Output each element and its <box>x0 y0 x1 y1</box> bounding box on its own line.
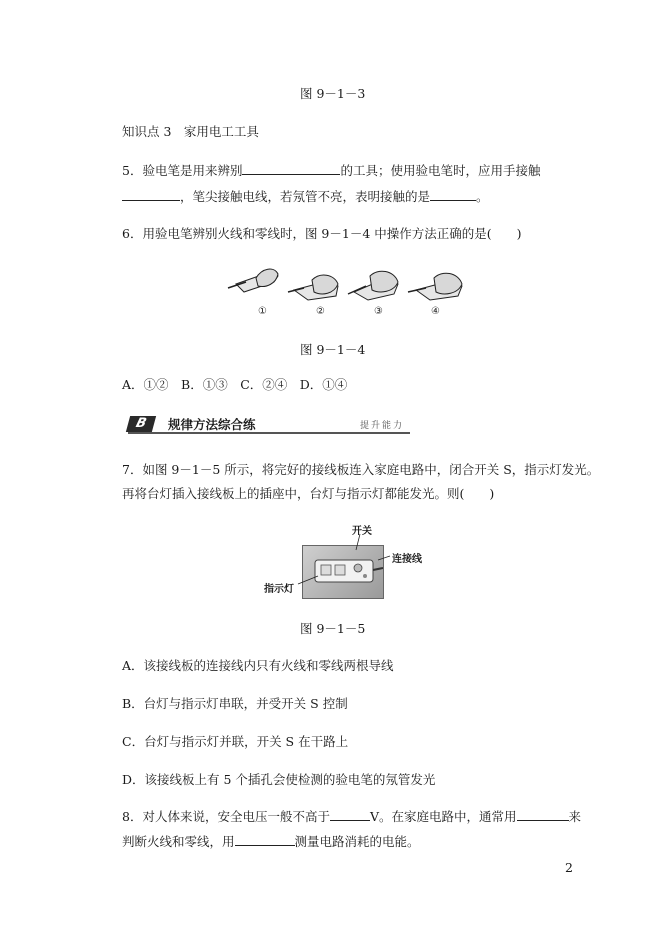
fig4-label-4: ④ <box>431 306 440 317</box>
question-7-line-1: 7．如图 9－1－5 所示，将完好的接线板连入家庭电路中，闭合开关 S，指示灯发光。 <box>122 462 600 477</box>
q8-blank-2 <box>517 808 569 821</box>
fig5-label-switch: 开关 <box>352 526 372 537</box>
fig4-label-1: ① <box>258 306 267 317</box>
q7-option-a: A．该接线板的连接线内只有火线和零线两根导线 <box>122 658 394 673</box>
section-tag: B <box>126 416 156 432</box>
fig5-label-indicator: 指示灯 <box>264 584 294 595</box>
hand-sketch-2 <box>288 275 338 300</box>
q5-text-d: 。 <box>476 189 489 204</box>
figure-caption-9-1-5: 图 9－1－5 <box>300 621 366 636</box>
q8-text-d: 判断火线和零线，用 <box>122 834 235 849</box>
q7-option-b: B．台灯与指示灯串联，并受开关 S 控制 <box>122 696 348 711</box>
hand-sketch-1 <box>228 269 278 292</box>
q5-blank-2 <box>122 188 180 201</box>
q7-option-c: C．台灯与指示灯并联，开关 S 在干路上 <box>122 734 349 749</box>
q5-text-b: 的工具；使用验电笔时，应用手接触 <box>340 163 541 178</box>
question-6-options: A．①② B．①③ C．②④ D．①④ <box>122 377 348 392</box>
question-7-line-2: 再将台灯插入接线板上的插座中，台灯与指示灯都能发光。则( ) <box>122 486 495 501</box>
q8-text-e: 测量电路消耗的电能。 <box>294 834 420 849</box>
q8-text-c: 来 <box>568 809 582 824</box>
q8-text-a: 8．对人体来说，安全电压一般不高于 <box>122 809 330 824</box>
figure-caption-9-1-4: 图 9－1－4 <box>300 342 366 357</box>
figure-caption-9-1-3: 图 9－1－3 <box>300 86 366 101</box>
q8-blank-3 <box>235 833 295 846</box>
q8-blank-1 <box>330 808 370 821</box>
q8-text-b: V。在家庭电路中，通常用 <box>369 809 517 824</box>
question-8-line-1 <box>122 808 581 825</box>
hand-sketch-4 <box>408 273 462 300</box>
section-title: 规律方法综合练 <box>168 417 256 432</box>
q5-blank-3 <box>430 188 476 201</box>
fig5-label-wire: 连接线 <box>392 554 422 565</box>
section-banner <box>128 414 410 434</box>
section-subtitle: 提升能力 <box>360 421 405 431</box>
q5-text-c: ，笔尖接触电线，若氖管不亮，表明接触的是 <box>180 189 431 204</box>
section-underline <box>128 432 410 434</box>
question-6: 6．用验电笔辨别火线和零线时，图 9－1－4 中操作方法正确的是( ) <box>122 226 522 241</box>
question-5-line-2 <box>122 188 489 205</box>
page-number: 2 <box>565 860 573 875</box>
fig4-label-3: ③ <box>374 306 383 317</box>
hand-sketch-3 <box>348 271 398 300</box>
fig4-label-2: ② <box>316 306 325 317</box>
knowledge-point-heading: 知识点 3 家用电工工具 <box>122 124 259 139</box>
q5-blank-1 <box>242 162 340 175</box>
question-8-line-2 <box>122 833 420 850</box>
question-5-line-1 <box>122 162 540 179</box>
q5-text-a: 5．验电笔是用来辨别 <box>122 163 243 178</box>
q7-option-d: D．该接线板上有 5 个插孔会使检测的验电笔的氖管发光 <box>122 772 436 787</box>
